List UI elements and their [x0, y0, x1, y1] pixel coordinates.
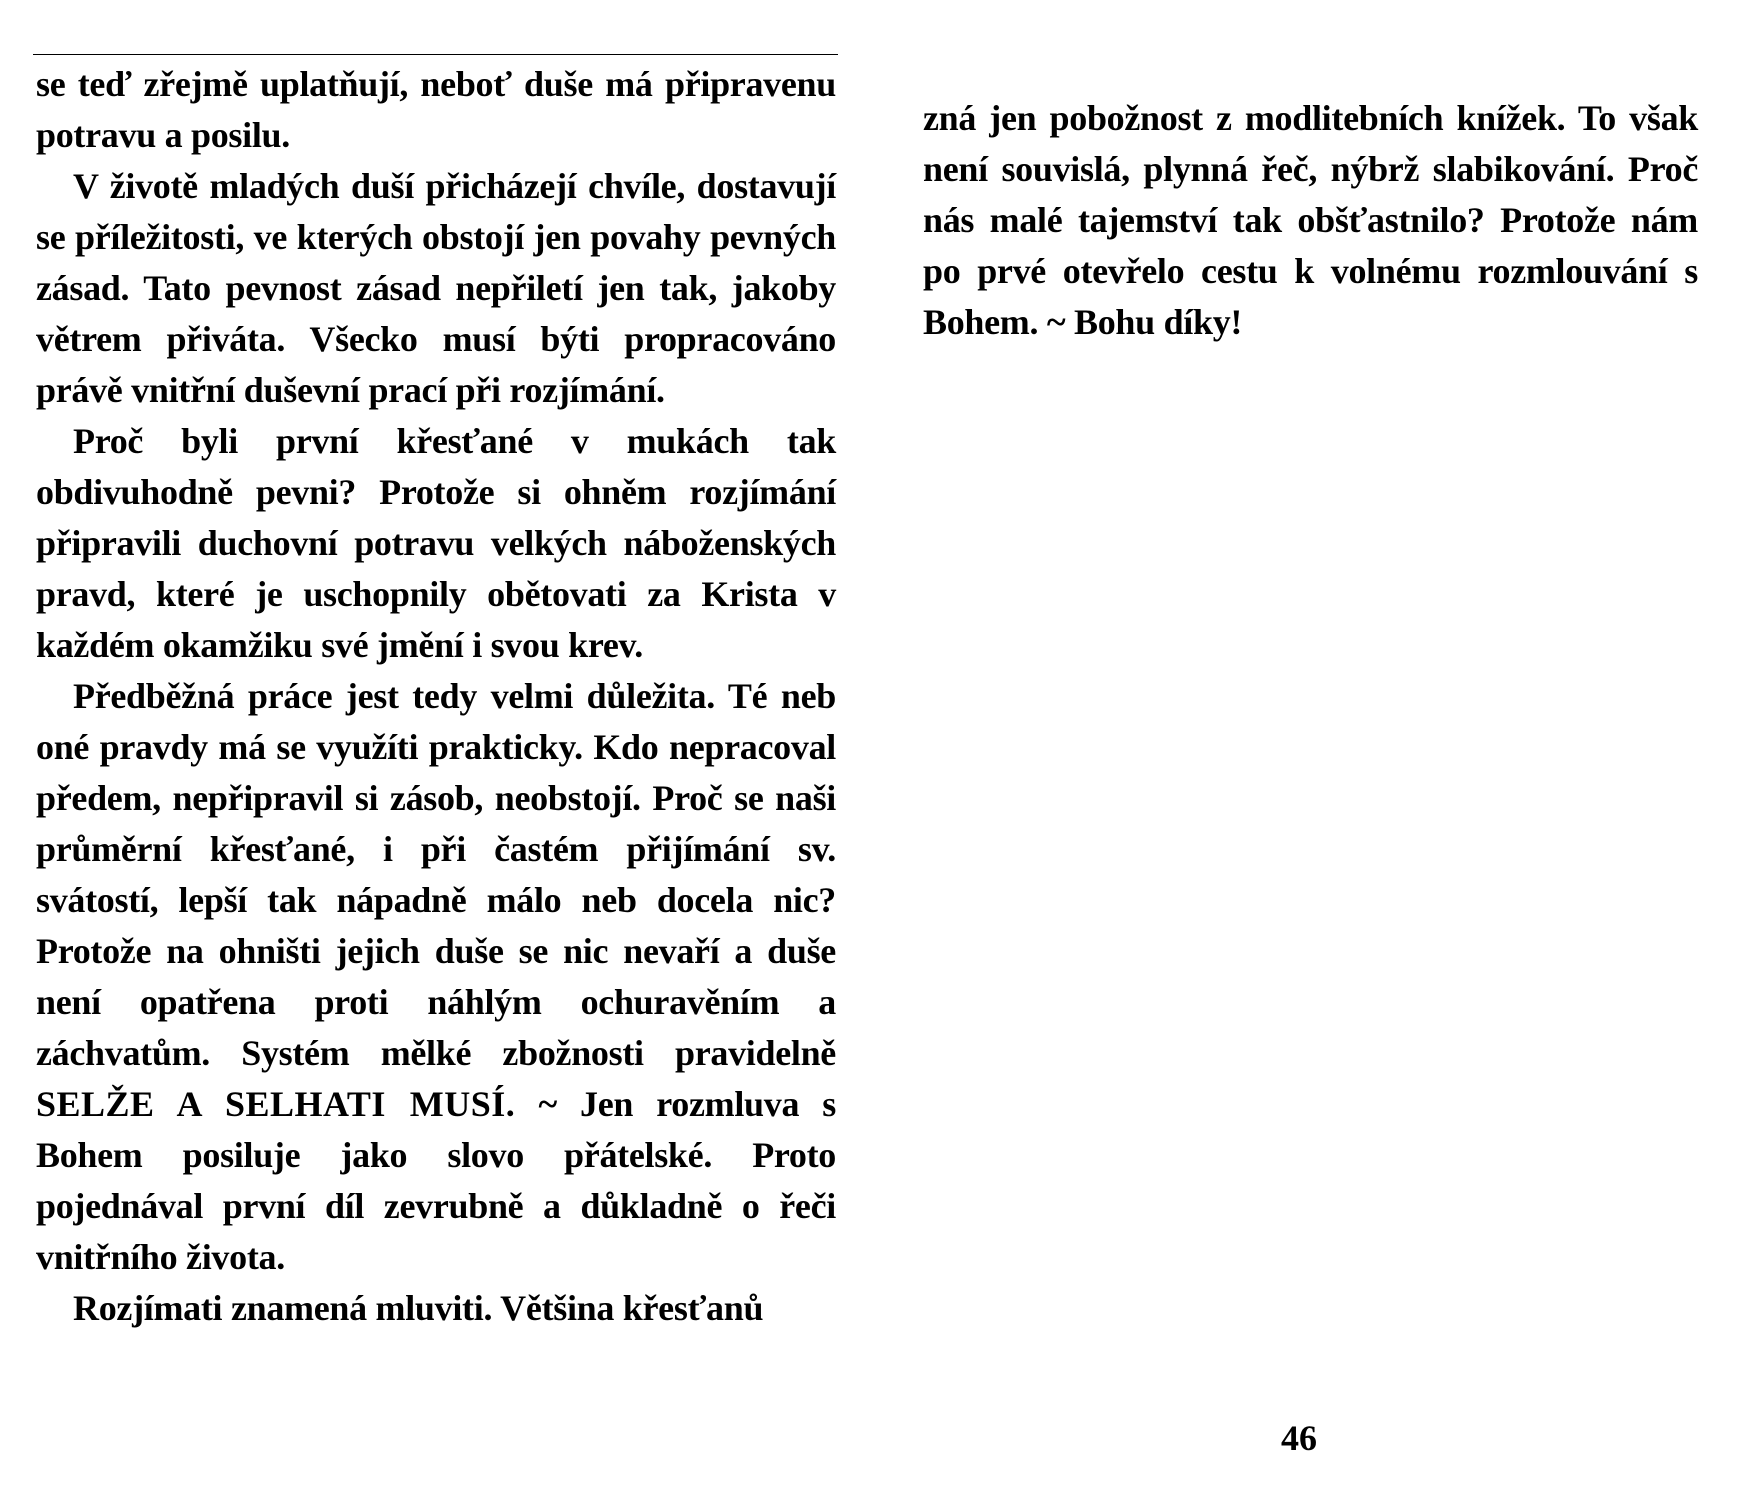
page-number: 46 — [1281, 1418, 1317, 1458]
paragraph-prayer-books: zná jen pobožnost z modlitebních knížek. To však není souvislá, plynná řeč, nýbrž slabikování. Proč nás malé tajemství tak obšťastnilo? Protože nám po prvé otevřelo cestu k volnému rozmlouvání s Bohem. ~ Bohu díky! — [923, 98, 1698, 342]
emphasis-small-caps: SELŽE A SELHATI MUSÍ. — [36, 1084, 516, 1124]
paragraph-preparatory-work — [36, 671, 836, 1283]
paragraph-preparatory-work-text: Předběžná práce jest tedy velmi důležita. Té neb oné pravdy má se využíti prakticky. Kdo nepracoval předem, nepřipravil si zásob, neobstojí. Proč se naši průměrní křesťané, i při častém přijímání sv. svátostí, lepší tak nápadně málo neb docela nic? Protože na ohništi jejich duše se nic nevaří a duše není opatřena proti náhlým ochuravěním a záchvatům. Systém mělké zbožnosti pravidelně — [36, 676, 836, 1073]
paragraph-meditation: Rozjímati znamená mluviti. Většina křesťanů — [73, 1288, 764, 1328]
paragraph-young-souls: V životě mladých duší přicházejí chvíle, dostavují se příležitosti, ve kterých obstojí jen povahy pevných zásad. Tato pevnost zásad nepřiletí jen tak, jakoby větrem přiváta. Všecko musí býti propracováno právě vnitřní duševní prací při rozjímání. — [36, 166, 836, 410]
right-column — [923, 93, 1698, 348]
left-column — [36, 59, 836, 1334]
paragraph-continuation: se teď zřejmě uplatňují, neboť duše má připravenu potravu a posilu. — [36, 64, 836, 155]
paragraph-preparatory-work-end: ~ Jen rozmluva s Bohem posiluje jako slovo přátelské. Proto pojednával první díl zevrubně a důkladně o řeči vnitřního života. — [36, 1084, 837, 1277]
paragraph-first-christians: Proč byli první křesťané v mukách tak obdivuhodně pevni? Protože si ohněm rozjímání připravili duchovní potravu velkých náboženských pravd, které je uschopnily obětovati za Krista v každém okamžiku své jmění i svou krev. — [36, 421, 836, 665]
top-rule — [33, 54, 838, 55]
